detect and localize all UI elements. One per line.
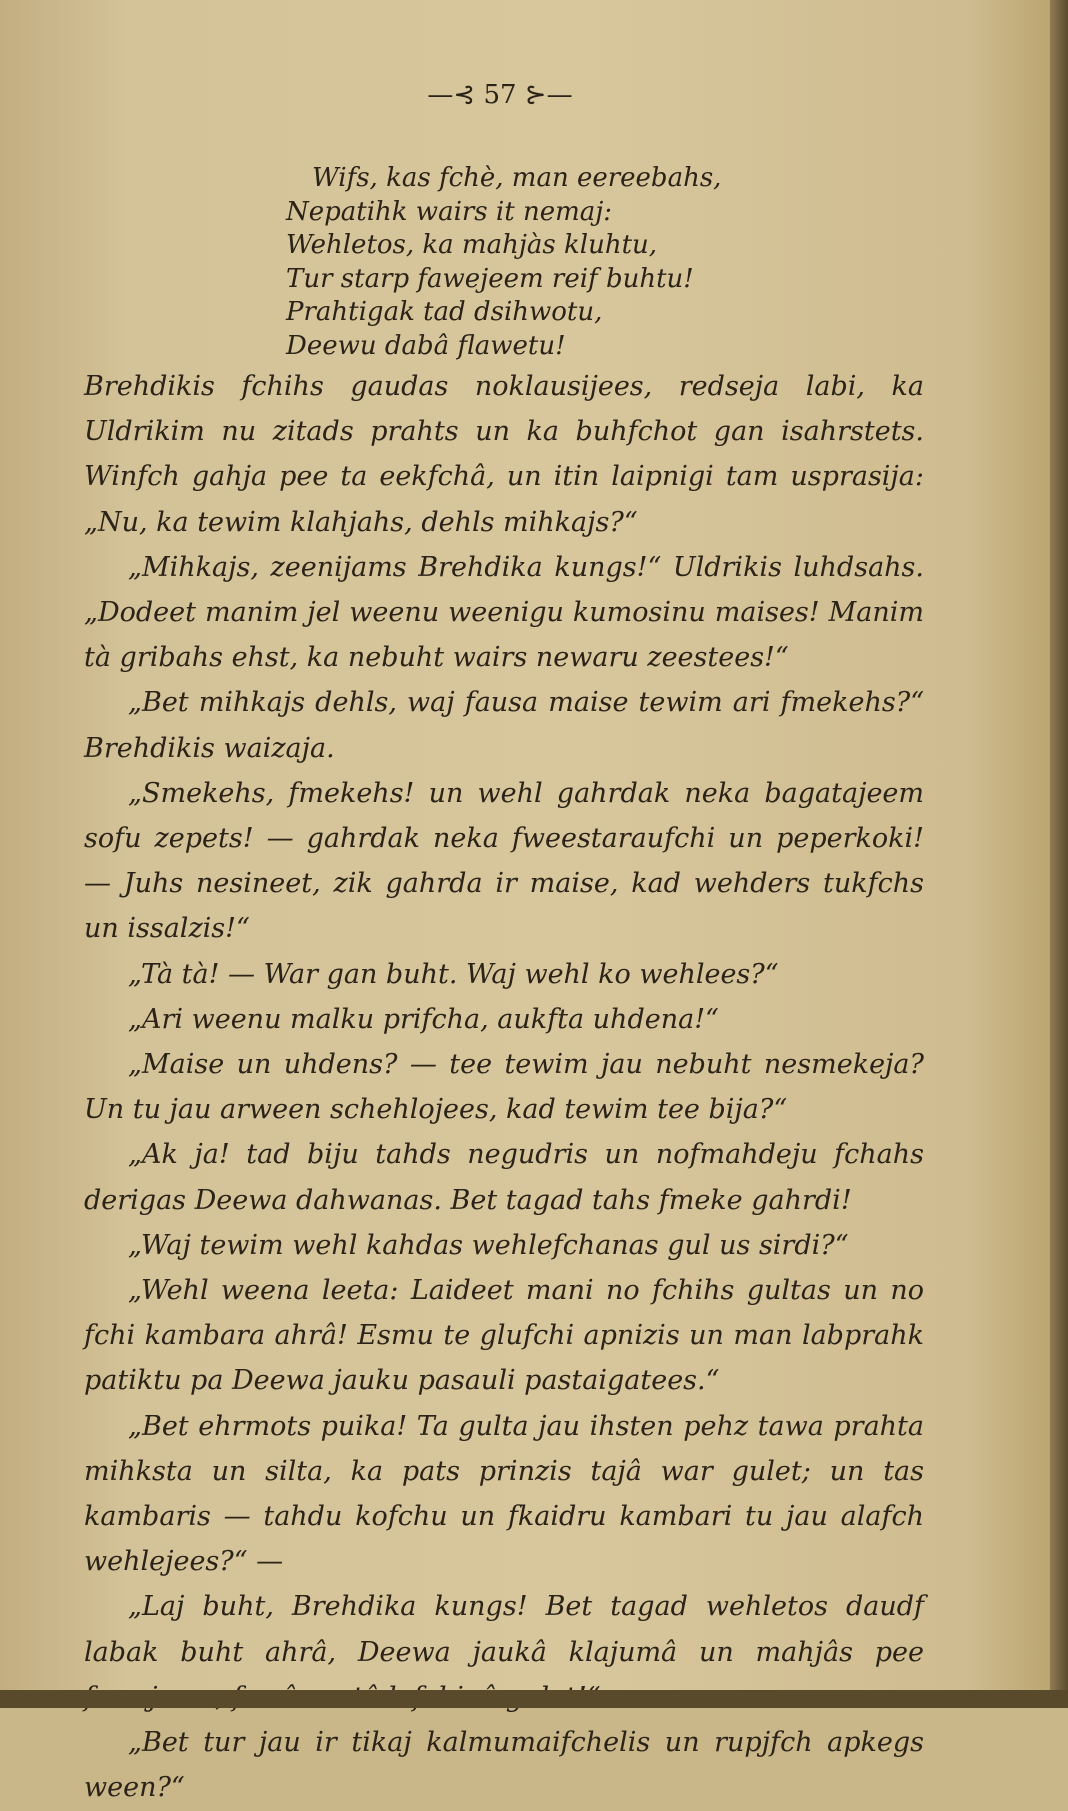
paragraph: „Bet mihkajs dehls, waj fausa maise tewim ari fmekehs?“ Brehdikis waizaja.: [84, 687, 924, 764]
paragraph: „Tà tà! — War gan buht. Waj wehl ko wehlees?“: [128, 958, 779, 990]
paragraph: „Laj buht, Brehdika kungs! Bet tagad wehletos daudf labak buht ahrâ, Deewa jaukâ klajumâ un mahjâs pee: [84, 1591, 924, 1668]
paragraph: „Bet tur jau ir tikaj kalmumaifchelis un rupjfch apkegs ween?“: [84, 1727, 924, 1804]
paragraph: Brehdikis fchihs gaudas noklausijees, redseja labi, ka Uldrikim nu zitads prahts un ka buhfchot gan isahrstets. Winfch gahja pee ta eekfchâ, un itin laipnigi tam usprasija: „Nu, ka tewim klahjahs, dehls mihkajs?“: [84, 371, 924, 538]
bottom-strip: [0, 1690, 1068, 1708]
paragraph: „Wehl weena leeta: Laideet mani no fchihs gultas un no fchi kambara ahrâ! Esmu te glufchi apnizis un man labprahk patiktu pa Deewa jauku pasauli pastaigatees.“: [84, 1275, 924, 1397]
paragraph: „Waj tewim wehl kahdas wehlefchanas gul us sirdi?“: [128, 1229, 849, 1261]
paragraph: „Smekehs, fmekehs! un wehl gahrdak neka bagatajeem sofu zepets! — gahrdak neka fweestaraufchi un peperkoki! — Juhs nesineet, zik gahrda ir maise, kad wehders tukfchs un issalzis!“: [84, 777, 924, 945]
paragraph: „Bet ehrmots puika! Ta gulta jau ihsten pehz tawa prahta mihksta un silta, ka pats prinzis tajâ war gulet; un tas kambaris — tahdu kofchu un fkaidru kambari tu jau alafch wehlejees?“ —: [84, 1410, 924, 1578]
paragraph: „Ari weenu malku prifcha, aukfta uhdena!“: [128, 1003, 719, 1035]
page-number: —⊰ 57 ⊱—: [427, 80, 573, 110]
paragraph: „Ak ja! tad biju tahds negudris un nofmahdeju fchahs derigas Deewa dahwanas. Bet tagad tahs fmeke gahrdi!: [84, 1139, 924, 1216]
paragraph: „Mihkajs, zeenijams Brehdika kungs!“ Uldrikis luhdsahs. „Dodeet manim jel weenu weenigu kumosinu maises! Manim tà gribahs ehst, ka nebuht wairs newaru zeestees!“: [84, 551, 924, 674]
poem-line: Deewu dabâ flawetu!: [286, 330, 566, 361]
poem-stanza: [286, 162, 722, 363]
poem-line: Tur starp fawejeem reif buhtu!: [286, 263, 694, 294]
paragraph: „Maise un uhdens? — tee tewim jau nebuht nesmekeja? Un tu jau arween schehlojees, kad tewim tee bija?“: [84, 1049, 924, 1126]
poem-line: Prahtigak tad dsihwotu,: [286, 297, 603, 327]
poem-line: Wehletos, ka mahjàs kluhtu,: [286, 230, 658, 260]
page-edge: [1050, 0, 1068, 1708]
prose-text: [84, 364, 924, 1811]
poem-line: Wifs, kas fchè, man eereebahs,: [312, 163, 722, 193]
poem-line: Nepatihk wairs it nemaj:: [286, 196, 613, 227]
